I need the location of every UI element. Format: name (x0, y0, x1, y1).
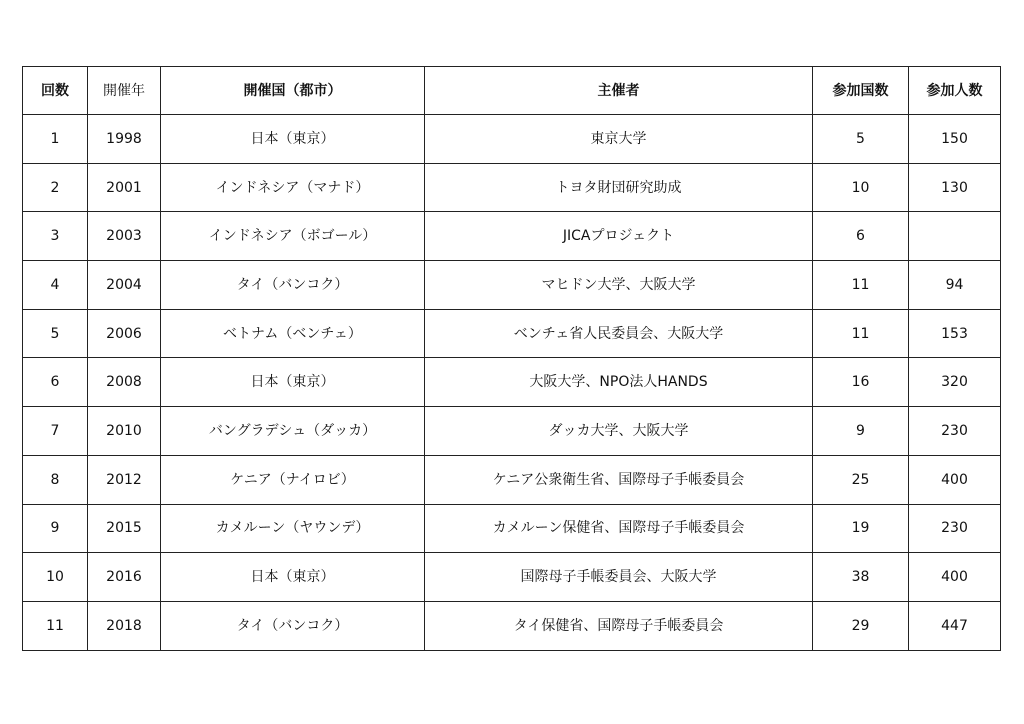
cell-round: 7 (23, 407, 88, 456)
table-row (23, 358, 1001, 407)
cell-year: 2015 (88, 504, 161, 553)
cell-organizer: マヒドン大学、大阪大学 (425, 261, 813, 310)
cell-organizer: ベンチェ省人民委員会、大阪大学 (425, 309, 813, 358)
header-organizer: 主催者 (425, 67, 813, 115)
table-row (23, 115, 1001, 164)
cell-organizer: トヨタ財団研究助成 (425, 163, 813, 212)
cell-organizer: JICAプロジェクト (425, 212, 813, 261)
cell-round: 4 (23, 261, 88, 310)
cell-year: 2003 (88, 212, 161, 261)
cell-countries: 10 (813, 163, 909, 212)
table-row (23, 455, 1001, 504)
cell-organizer: 国際母子手帳委員会、大阪大学 (425, 553, 813, 602)
cell-participants: 153 (909, 309, 1001, 358)
cell-country: タイ（バンコク） (161, 601, 425, 650)
header-year: 開催年 (88, 67, 161, 115)
cell-participants: 230 (909, 504, 1001, 553)
cell-year: 2018 (88, 601, 161, 650)
cell-countries: 16 (813, 358, 909, 407)
cell-countries: 29 (813, 601, 909, 650)
cell-countries: 11 (813, 261, 909, 310)
cell-countries: 19 (813, 504, 909, 553)
table-row (23, 309, 1001, 358)
header-participants: 参加人数 (909, 67, 1001, 115)
cell-organizer: 大阪大学、NPO法人HANDS (425, 358, 813, 407)
cell-countries: 11 (813, 309, 909, 358)
cell-year: 1998 (88, 115, 161, 164)
cell-organizer: ケニア公衆衛生省、国際母子手帳委員会 (425, 455, 813, 504)
cell-country: ベトナム（ベンチェ） (161, 309, 425, 358)
cell-participants: 150 (909, 115, 1001, 164)
cell-participants: 320 (909, 358, 1001, 407)
cell-organizer: カメルーン保健省、国際母子手帳委員会 (425, 504, 813, 553)
cell-year: 2016 (88, 553, 161, 602)
table-row (23, 163, 1001, 212)
cell-round: 1 (23, 115, 88, 164)
cell-participants: 400 (909, 455, 1001, 504)
table-row (23, 407, 1001, 456)
cell-country: ケニア（ナイロビ） (161, 455, 425, 504)
cell-countries: 9 (813, 407, 909, 456)
cell-countries: 6 (813, 212, 909, 261)
table-row (23, 553, 1001, 602)
cell-round: 9 (23, 504, 88, 553)
cell-participants: 94 (909, 261, 1001, 310)
cell-participants: 447 (909, 601, 1001, 650)
table-row (23, 504, 1001, 553)
cell-country: 日本（東京） (161, 115, 425, 164)
cell-round: 5 (23, 309, 88, 358)
header-row (23, 67, 1001, 115)
cell-year: 2006 (88, 309, 161, 358)
table-row (23, 601, 1001, 650)
cell-year: 2010 (88, 407, 161, 456)
table-body (23, 115, 1001, 651)
cell-country: 日本（東京） (161, 358, 425, 407)
cell-country: タイ（バンコク） (161, 261, 425, 310)
cell-participants: 230 (909, 407, 1001, 456)
cell-round: 6 (23, 358, 88, 407)
cell-country: カメルーン（ヤウンデ） (161, 504, 425, 553)
header-round: 回数 (23, 67, 88, 115)
cell-country: インドネシア（マナド） (161, 163, 425, 212)
cell-round: 11 (23, 601, 88, 650)
cell-country: 日本（東京） (161, 553, 425, 602)
cell-year: 2004 (88, 261, 161, 310)
cell-country: バングラデシュ（ダッカ） (161, 407, 425, 456)
table-row (23, 212, 1001, 261)
cell-participants: 130 (909, 163, 1001, 212)
cell-round: 8 (23, 455, 88, 504)
cell-participants: 400 (909, 553, 1001, 602)
cell-countries: 5 (813, 115, 909, 164)
cell-organizer: 東京大学 (425, 115, 813, 164)
table-row (23, 261, 1001, 310)
cell-country: インドネシア（ボゴール） (161, 212, 425, 261)
conference-table (22, 66, 1001, 651)
cell-round: 10 (23, 553, 88, 602)
cell-participants (909, 212, 1001, 261)
cell-year: 2008 (88, 358, 161, 407)
header-country: 開催国（都市） (161, 67, 425, 115)
cell-organizer: タイ保健省、国際母子手帳委員会 (425, 601, 813, 650)
cell-countries: 38 (813, 553, 909, 602)
cell-organizer: ダッカ大学、大阪大学 (425, 407, 813, 456)
cell-round: 2 (23, 163, 88, 212)
cell-year: 2012 (88, 455, 161, 504)
cell-countries: 25 (813, 455, 909, 504)
cell-year: 2001 (88, 163, 161, 212)
header-countries: 参加国数 (813, 67, 909, 115)
cell-round: 3 (23, 212, 88, 261)
